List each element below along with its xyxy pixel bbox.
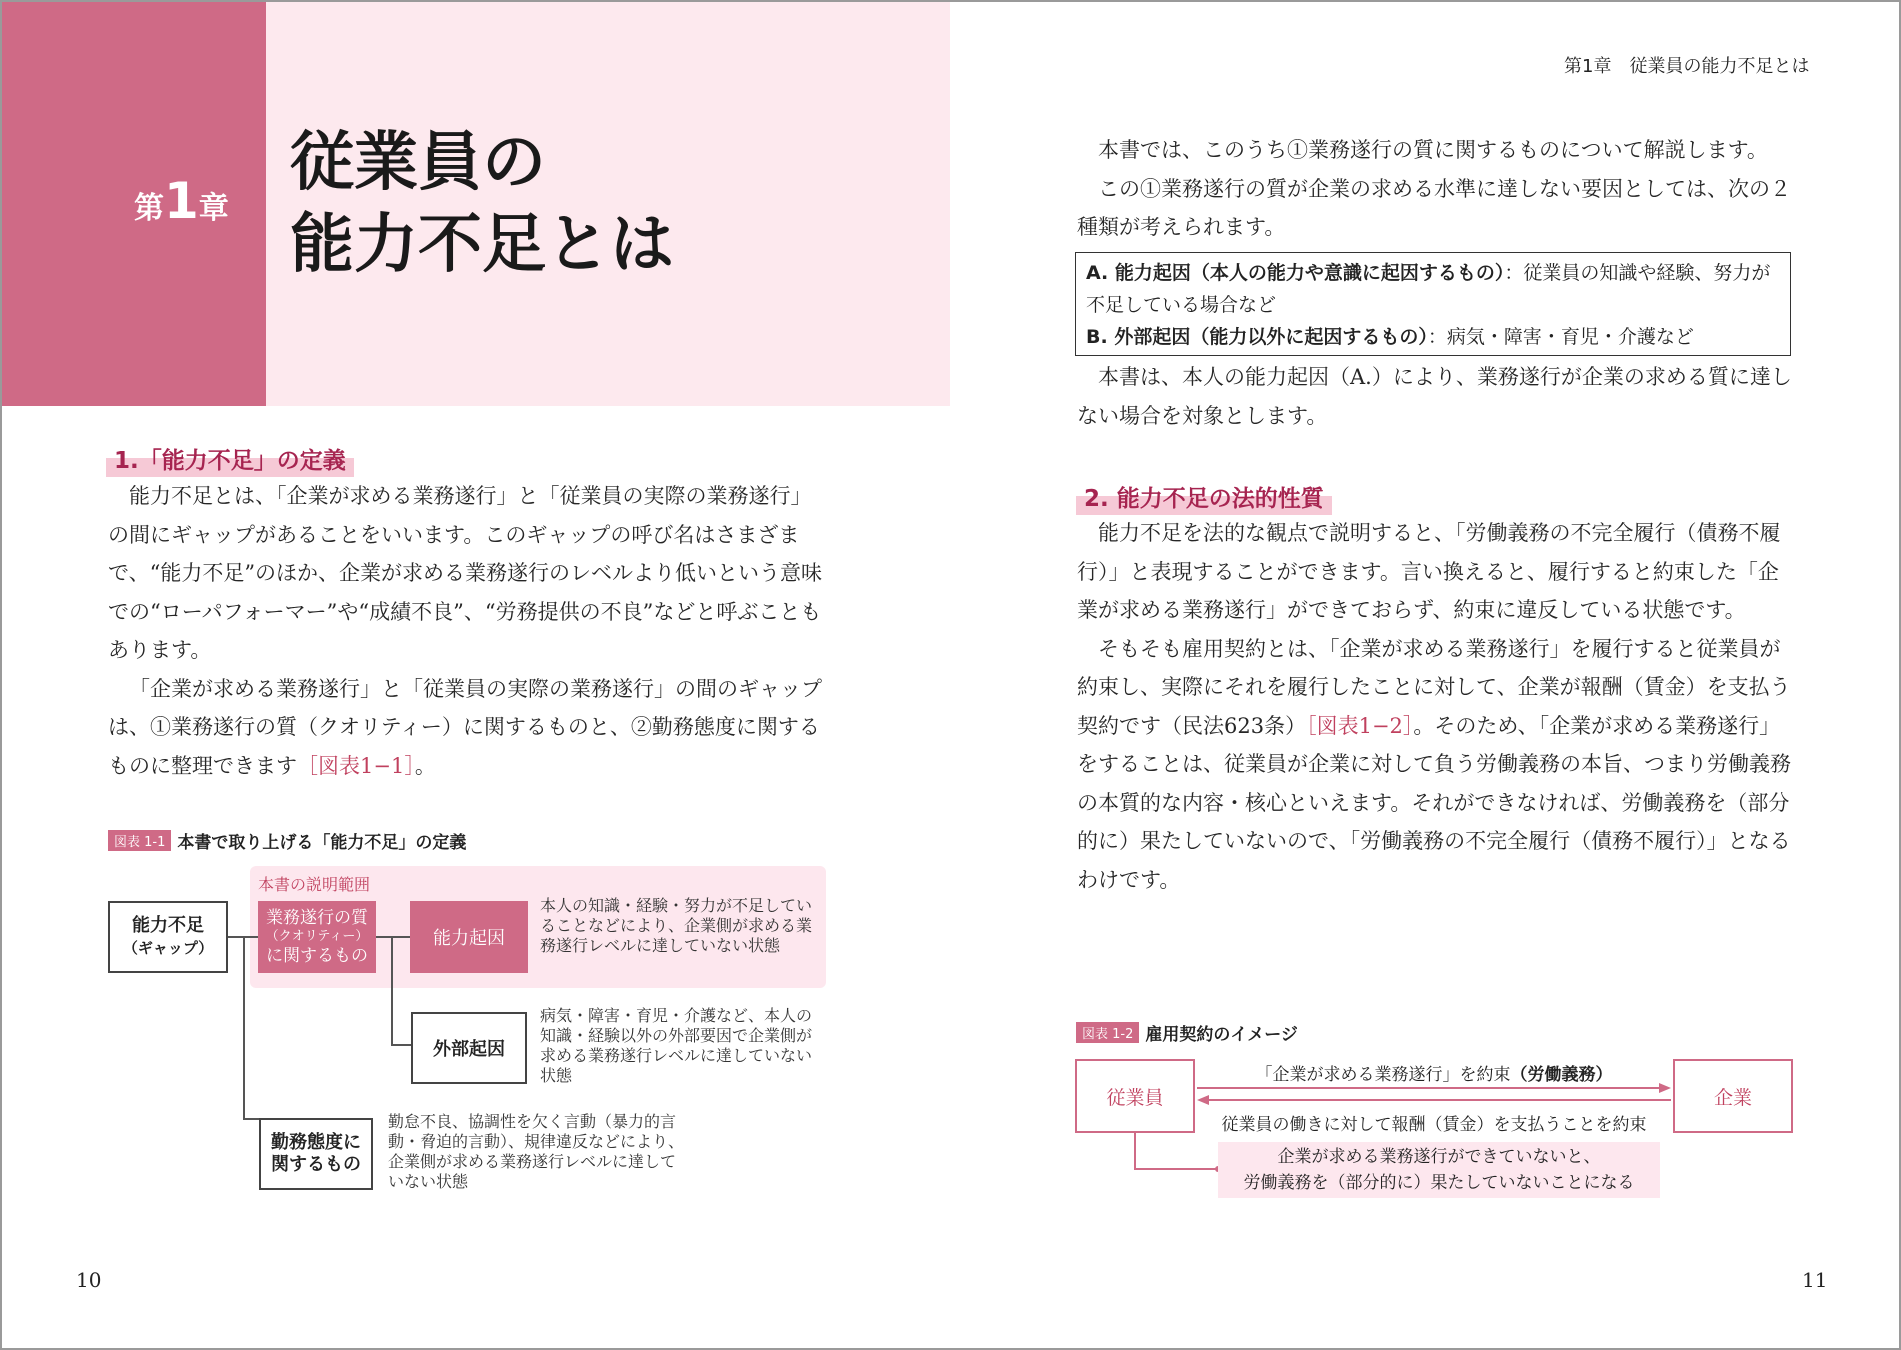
attitude-line2: 関するもの (271, 1154, 361, 1175)
figure2-arrow-bottom-label: 従業員の働きに対して報酬（賃金）を支払うことを約束 (1221, 1115, 1647, 1135)
chapter-suffix: 章 (198, 191, 229, 226)
note-line1: 企業が求める業務遂行ができていないと、 (1277, 1147, 1601, 1167)
figure1-root-box (108, 901, 228, 973)
chapter-label (134, 172, 229, 230)
figure1-ability-desc: 本人の知識・経験・努力が不足していることなどにより、企業側が求める業務遂行レベルに達していない状態 (540, 896, 813, 955)
figure1-quality-box (258, 901, 376, 973)
page-number-right: 11 (1802, 1268, 1828, 1292)
definition-a-text: ：従業員の知識や経験、努力が不足している場合など (1086, 262, 1771, 316)
right-after-box-paragraph: 本書は、本人の能力起因（A.）により、業務遂行が企業の求める質に達しない場合を対象とします。 (1077, 365, 1792, 428)
root-line2: （ギャップ） (122, 939, 214, 957)
figure2-arrows (1195, 1082, 1673, 1106)
figure2-caption-text: 雇用契約のイメージ (1145, 1025, 1298, 1045)
section2-heading: 2. 能力不足の法的性質 (1076, 478, 1332, 515)
figure2-note (1218, 1142, 1660, 1198)
figure2-employee-box: 従業員 (1075, 1059, 1195, 1133)
figure1-attitude-desc: 勤怠不良、協調性を欠く言動（暴力的言動・脅迫的言動）、規律違反などにより、企業側が求める業務遂行レベルに達していない状態 (388, 1112, 685, 1191)
chapter-title-line2: 能力不足とは (290, 208, 674, 282)
right-intro-paragraph2: この①業務遂行の質が企業の求める水準に達しない要因としては、次の２種類が考えられます。 (1077, 176, 1791, 239)
definition-a-label: A. 能力起因（本人の能力や意識に起因するもの） (1086, 262, 1505, 284)
page-number-left: 10 (76, 1268, 102, 1292)
chapter-prefix: 第 (134, 191, 164, 226)
figure1-external-box: 外部起因 (411, 1012, 527, 1084)
section1-paragraph1: 能力不足とは、「企業が求める業務遂行」と「従業員の実際の業務遂行」の間にギャップがあることをいいます。このギャップの呼び名はさまざまで、“能力不足”のほか、企業が求める業務遂行のレベルより低いという意味での“ローパフォーマー”や“成績不良”、“労務提供の不良”などと呼ぶこともあります。 (108, 484, 823, 662)
chapter-title-line1: 従業員の (290, 126, 546, 200)
section1-body (108, 477, 828, 785)
section2-paragraph2-start: そもそも雇用契約とは、「企業が求める業務遂行」を履行すると従業員が約束し、実際にそれを履行したことに対して、企業が報酬（賃金）を支払う契約です（民法623条） (1077, 636, 1791, 738)
figure-ref-1-2[interactable]: ［図表1−2］ (1306, 713, 1414, 738)
right-intro (1077, 131, 1797, 247)
figure1-scope-label: 本書の説明範囲 (258, 875, 371, 894)
section1-paragraph2 (108, 670, 828, 786)
definition-b-label: B. 外部起因（能力以外に起因するもの） (1086, 326, 1428, 348)
figure1-attitude-box (259, 1118, 373, 1190)
figure2-company-box: 企業 (1673, 1059, 1793, 1133)
figure2-note-connector (1130, 1133, 1230, 1173)
figure1-tag: 図表 1-1 (108, 830, 171, 851)
section1-paragraph2-text: 「企業が求める業務遂行」と「従業員の実際の業務遂行」の間のギャップは、①業務遂行の質（クオリティー）に関するものと、②勤務態度に関するものに整理できます (108, 676, 822, 778)
connector-quality-external (391, 1044, 411, 1046)
right-intro-paragraph1: 本書では、このうち①業務遂行の質に関するものについて解説します。 (1098, 138, 1768, 162)
note-line2: 労働義務を（部分的に）果たしていないことになる (1243, 1173, 1635, 1193)
section2-paragraph1: 能力不足を法的な観点で説明すると、「労働義務の不完全履行（債務不履行）」と表現することができます。言い換えると、履行すると約束した「企業が求める業務遂行」ができておらず、約束に違反している状態です。 (1077, 521, 1781, 622)
definition-b-text: ：病気・障害・育児・介護など (1427, 326, 1694, 348)
figure-ref-1-1[interactable]: ［図表1−1］ (297, 753, 415, 778)
section1-paragraph2-end: 。 (414, 753, 436, 778)
figure1-caption-text: 本書で取り上げる「能力不足」の定義 (177, 833, 467, 853)
figure2-tag: 図表 1-2 (1076, 1022, 1139, 1043)
figure2-caption (1076, 1020, 1298, 1045)
connector-quality-vertical (391, 936, 393, 1046)
section2-body (1077, 514, 1797, 899)
quality-line2: （クオリティー） (265, 929, 369, 944)
section1-heading: 1.「能力不足」の定義 (106, 440, 354, 477)
root-line1: 能力不足 (132, 915, 204, 936)
section2-paragraph2 (1077, 630, 1797, 900)
attitude-line1: 勤務態度に (271, 1132, 361, 1153)
definition-b (1086, 321, 1780, 353)
chapter-title (290, 122, 674, 286)
connector-root-vertical (243, 936, 245, 1120)
definition-a (1086, 257, 1780, 321)
arrow-top-bold: （労働義務） (1510, 1065, 1613, 1085)
connector-quality-ability (376, 936, 410, 938)
right-after-box (1077, 358, 1797, 435)
definition-box (1075, 252, 1791, 356)
chapter-number: 1 (164, 172, 199, 230)
quality-line1: 業務遂行の質 (266, 908, 368, 928)
quality-line3: に関するもの (266, 946, 368, 966)
arrow-top-prefix: 「企業が求める業務遂行」を約束 (1255, 1065, 1511, 1085)
figure1-caption (108, 828, 466, 853)
section2-paragraph2-end: 。そのため、「企業が求める業務遂行」をすることは、従業員が企業に対して負う労働義務の本旨、つまり労働義務の本質的な内容・核心といえます。それができなければ、労働義務を（部分的に）果たしていないので、「労働義務の不完全履行（債務不履行）」となるわけです。 (1077, 713, 1791, 892)
figure1-ability-box: 能力起因 (410, 901, 528, 973)
figure1-external-desc: 病気・障害・育児・介護など、本人の知識・経験以外の外部要因で企業側が求める業務遂行レベルに達していない状態 (540, 1006, 813, 1085)
connector-root-attitude (243, 1118, 259, 1120)
running-head: 第1章 従業員の能力不足とは (1564, 56, 1810, 77)
